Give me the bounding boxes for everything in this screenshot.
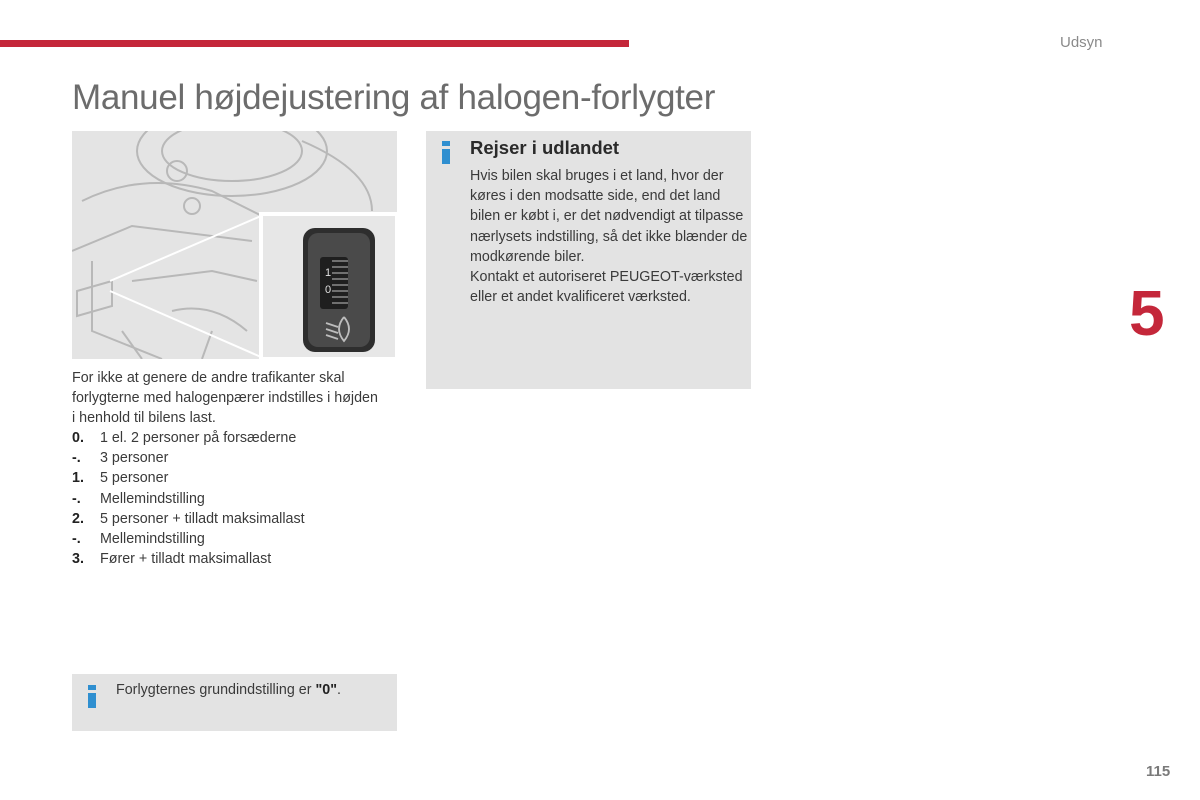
chapter-number: 5	[1129, 277, 1165, 349]
list-item	[72, 489, 392, 509]
list-item	[72, 549, 392, 569]
travel-abroad-info-box	[426, 131, 751, 389]
position-key: -.	[72, 490, 81, 507]
section-name: Udsyn	[1060, 34, 1103, 51]
position-key: -.	[72, 450, 81, 467]
note-text	[116, 682, 341, 698]
page-number: 115	[1146, 763, 1171, 780]
info-icon	[88, 685, 96, 708]
load-positions-list	[72, 428, 392, 569]
position-text: 3 personer	[100, 450, 169, 467]
info-box-text	[470, 166, 748, 307]
list-item	[72, 428, 392, 448]
list-item	[72, 448, 392, 468]
page-title: Manuel højdejustering af halogen-forlygter	[72, 78, 716, 117]
dial-label-1: 1	[324, 267, 332, 279]
default-setting-note	[72, 674, 397, 731]
position-text: Mellemindstilling	[100, 531, 205, 548]
position-key: 0.	[72, 430, 84, 446]
intro-text: For ikke at genere de andre trafikanter skal forlygterne med halogenpærer indstilles i højden i henhold til bilens last.	[72, 370, 378, 427]
position-key: 1.	[72, 470, 84, 487]
position-text: 5 personer + tilladt maksimallast	[100, 510, 305, 527]
position-text: Fører + tilladt maksimallast	[100, 551, 272, 568]
position-key: -.	[72, 531, 81, 548]
note-text-after: .	[336, 682, 341, 698]
note-default-value: "0"	[315, 682, 337, 698]
list-item	[72, 529, 392, 549]
note-text-before: Forlygternes grundindstilling er	[116, 682, 316, 698]
position-key: 3.	[72, 551, 84, 568]
list-item	[72, 468, 392, 488]
info-box-title: Rejser i udlandet	[470, 137, 620, 158]
position-text: 5 personer	[100, 470, 169, 487]
position-text: Mellemindstilling	[100, 490, 205, 507]
position-text: 1 el. 2 personer på forsæderne	[100, 430, 297, 446]
list-item	[72, 509, 392, 529]
info-icon	[442, 141, 450, 164]
info-box-paragraph: Hvis bilen skal bruges i et land, hvor der køres i den modsatte side, end det land bilen er købt i, er det nødvendigt at tilpasse nærlysets indstilling, så det ikke blænder de modkørende biler.	[470, 168, 748, 265]
info-box-workshop-text: Kontakt et autoriseret PEUGEOT-værksted eller et andet kvalificeret værksted.	[470, 269, 743, 306]
header-accent-bar	[0, 40, 629, 47]
dashboard-illustration	[72, 131, 397, 359]
dial-label-0: 0	[324, 284, 332, 296]
position-key: 2.	[72, 510, 84, 527]
